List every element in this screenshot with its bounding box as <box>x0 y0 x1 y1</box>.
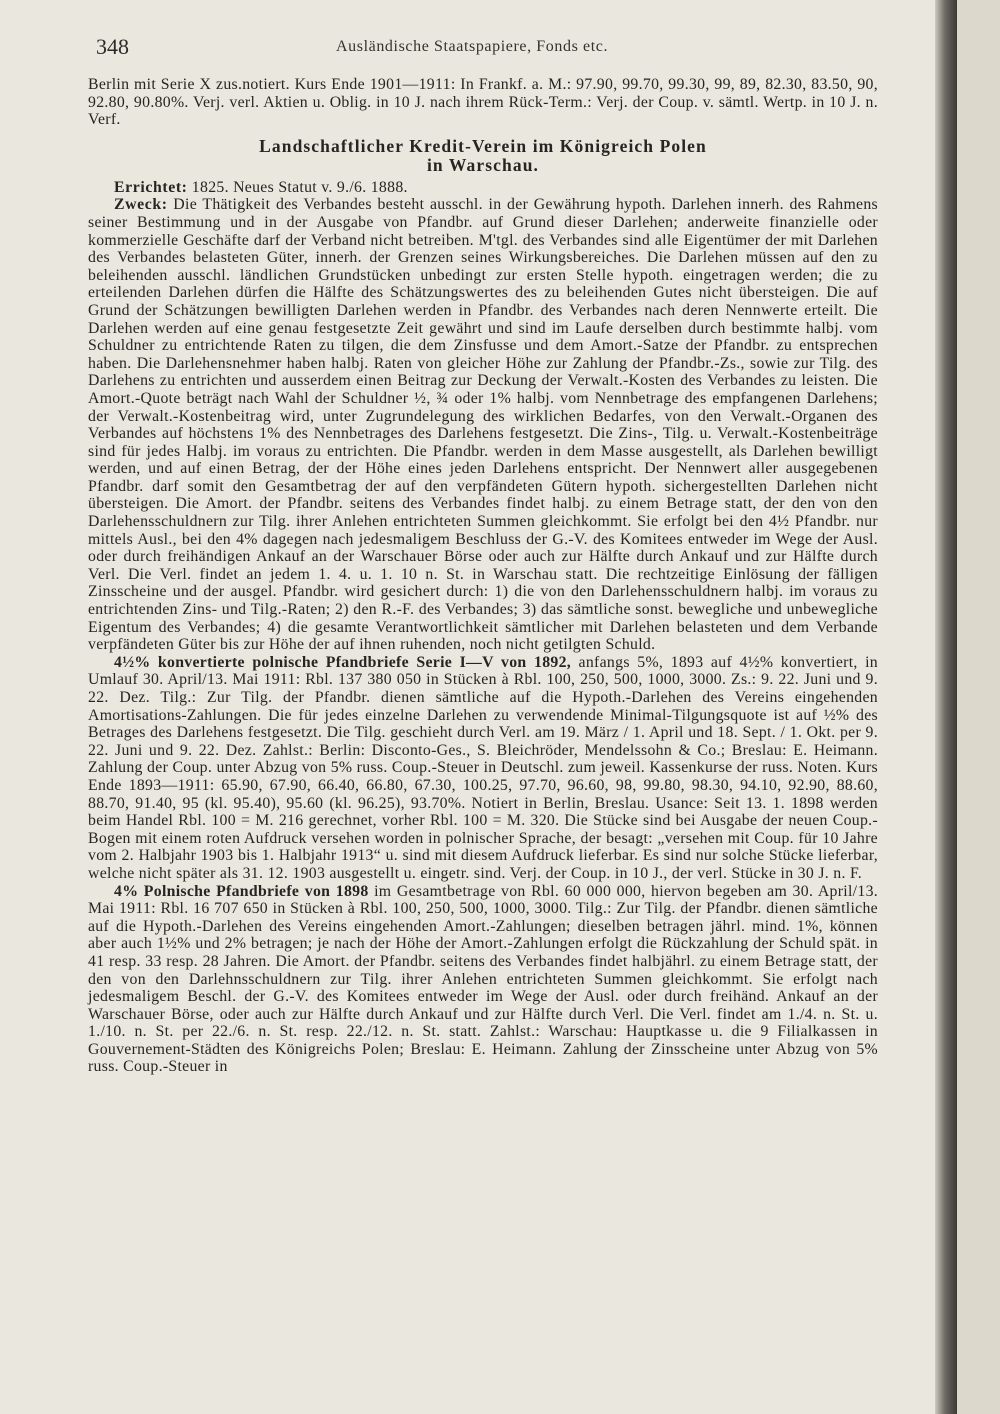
zweck-paragraph <box>88 196 878 653</box>
bond2-title: 4% Polnische Pfandbriefe von 1898 <box>114 882 369 900</box>
bond2-text: im Gesamtbetrage von Rbl. 60 000 000, hiervon begeben am 30. April/13. Mai 1911: Rbl. 16 707 650 in Stücken à Rbl. 100, 250, 500, 1000, 3000. Tilg.: Zur Tilg. der Pfandbr. dienen sämtliche auf die Hypoth.-Darlehen des Vereins eingehenden Amort.-Zahlungen; dieselben betragen jährl. mind. 1%, können aber auch 1½% und 2% betragen; je nach der Höhe der Amort.-Zahlungen erfolgt die Rückzahlung der Schuld spät. in 41 resp. 33 resp. 28 Jahren. Die Amort. der Pfandbr. seitens des Verbandes findet halbjährl. zu einem Betrage statt, der den von den Darlehnsschuldnern zur Tilg. ihrer Anlehen entrichteten Summen gleichkommt. Sie erfolgt nach jedesmaligem Beschl. der G.-V. des Komitees entweder im Wege der Ausl. oder durch freihänd. Ankauf an der Warschauer Börse, oder auch zur Hälfte durch Ankauf und zur Hälfte durch Verl. Die Verl. findet am 1./4. n. St. u. 1./10. n. St. per 22./6. n. St. resp. 22./12. n. St. statt. Zahlst.: Warschau: Hauptkasse u. die 9 Filialkassen in Gouvernement-Städten des Königreichs Polen; Breslau: E. Heimann. Zahlung der Zinsscheine unter Abzug von 5% russ. Coup.-Steuer in <box>88 882 879 1076</box>
intro-paragraph: Berlin mit Serie X zus.notiert. Kurs Ende 1901—1911: In Frankf. a. M.: 97.90, 99.70, 99.30, 99, 89, 82.30, 83.50, 90, 92.80, 90.80%. Verj. verl. Aktien u. Oblig. in 10 J. nach ihrem Rück-Term.: Verj. der Coup. v. sämtl. Wertp. in 10 J. n. Verf. <box>88 76 878 129</box>
bond1-text: anfangs 5%, 1893 auf 4½% konvertiert, in Umlauf 30. April/13. Mai 1911: Rbl. 137 380 050 in Stücken à Rbl. 100, 250, 500, 1000, 3000. Zs.: 9. 22. Juni und 9. 22. Dez. Tilg.: Zur Tilg. der Pfandbr. dienen sämtliche auf die Hypoth.-Darlehen des Vereins eingehenden Amortisations-Zahlungen. Die für jedes einzelne Darlehen zu verwendende Minimal-Tilgungsquote ist auf ½% des Betrages des Darlehens festgesetzt. Die Tilg. geschieht durch Verl. am 19. März / 1. April und 18. Sept. / 1. Okt. per 9. 22. Juni und 9. 22. Dez. Zahlst.: Berlin: Disconto-Ges., S. Bleichröder, Mendelssohn & Co.; Breslau: E. Heimann. Zahlung der Coup. unter Abzug von 5% russ. Coup.-Steuer in Deutschl. zum jeweil. Kassenkurse der russ. Noten. Kurs Ende 1893—1911: 65.90, 67.90, 66.40, 66.80, 67.30, 100.25, 97.70, 96.60, 98, 99.80, 98.30, 94.10, 92.90, 88.60, 88.70, 91.40, 95 (kl. 95.40), 95.60 (kl. 96.25), 93.70%. Notiert in Berlin, Breslau. Usance: Seit 13. 1. 1898 werden beim Handel Rbl. 100 = M. 216 gerechnet, vorher Rbl. 100 = M. 320. Die Stücke sind bei Ausgabe der neuen Coup.-Bogen mit einem roten Aufdruck versehen worden in polnischer Sprache, der besagt: „versehen mit Coup. für 10 Jahre vom 2. Halbjahr 1903 bis 1. Halbjahr 1913“ u. sind mit diesem Aufdruck lieferbar. Es sind nur solche Stücke lieferbar, welche nicht später als 31. 12. 1903 ausgestellt u. eingetr. sind. Verj. der Coup. in 10 J., der verl. Stücke in 30 J. n. F. <box>88 653 879 882</box>
page-header <box>96 34 876 59</box>
section-title-line2: in Warschau. <box>426 154 540 175</box>
errichtet-paragraph <box>88 179 878 197</box>
errichtet-label: Errichtet: <box>114 178 188 196</box>
page-number: 348 <box>96 34 129 59</box>
errichtet-text: 1825. Neues Statut v. 9./6. 1888. <box>191 178 408 196</box>
bond2-paragraph <box>88 883 878 1077</box>
book-gutter <box>935 0 957 1414</box>
zweck-text: Die Thätigkeit des Verbandes besteht ausschl. in der Gewährung hypoth. Darlehen innerh. des Rahmens seiner Bestimmung und in der Ausgabe von Pfandbr. auf Grund dieser Darlehen; anderweite finanzielle oder kommerzielle Geschäfte darf der Verband nicht betreiben. M'tgl. des Verbandes sind alle Eigentümer der mit Darlehen des Verbandes belasteten Güter, innerh. der Grenzen seines Wirkungsbereiches. Die Darlehen müssen auf den zu beleihenden ausschl. ländlichen Grundstücken unbedingt zur ersten Stelle hypoth. eingetragen werden; die zu erteilenden Darlehen dürfen die Hälfte des Schätzungswertes des zu beleihenden Gutes nicht übersteigen. Die auf Grund der Schätzungen bewilligten Darlehen werden in Pfandbr. des Verbandes nach deren Nennwerte erteilt. Die Darlehen werden auf eine genau festgesetzte Zeit gewährt und sind im Laufe derselben durch bestimmte halbj. vom Schuldner zu entrichtende Raten zu tilgen, die dem Zinsfusse und dem Amort.-Satze der Pfandbr. zu entsprechen haben. Die Darlehensnehmer haben halbj. Raten von gleicher Höhe zur Zahlung der Pfandbr.-Zs., sowie zur Tilg. des Darlehens zu entrichten und ausserdem einen Beitrag zur Deckung der Verwalt.-Kosten des Verbandes zu leisten. Die Amort.-Quote beträgt nach Wahl der Schuldner ½, ¾ oder 1% halbj. vom Nennbetrage des empfangenen Darlehens; der Verwalt.-Kostenbeitrag wird, unter Zugrundelegung des wirklichen Bedarfes, von den Verwalt.-Organen des Verbandes auf höchstens 1% des Nennbetrages des Darlehens festgesetzt. Die Zins-, Tilg. u. Verwalt.-Kostenbeiträge sind für jedes Halbj. im voraus zu entrichten. Die Pfandbr. werden in dem Masse ausgestellt, als Darlehen bewilligt werden, und auf einen Betrag, der der Höhe eines jeden Darlehens entspricht. Der Nennwert aller ausgegebenen Pfandbr. darf somit den Gesamtbetrag der auf den verpfändeten Gütern hypoth. sichergestellten Darlehen nicht übersteigen. Die Amort. der Pfandbr. seitens des Verbandes findet halbj. zu einem Betrage statt, der den von den Darlehensschuldnern zur Tilg. ihrer Anlehen entrichteten Summen gleichkommt. Sie erfolgt bei den 4½ Pfandbr. nur mittels Ausl., bei den 4% dagegen nach jedesmaligem Beschluss der G.-V. des Komitees entweder im Wege der Ausl. oder durch freihändigen Ankauf an der Warschauer Börse oder auch zur Hälfte durch Ankauf und zur Hälfte durch Verl. Die Verl. findet an jedem 1. 4. u. 1. 10 n. St. in Warschau statt. Die rechtzeitige Einlösung der fälligen Zinsscheine und der ausgel. Pfandbr. wird gesichert durch: 1) die von den Darlehensschuldnern halbj. im voraus zu entrichtenden Zins- und Tilg.-Raten; 2) den R.-F. des Verbandes; 3) das sämtliche sonst. bewegliche und unbewegliche Eigentum des Verbandes; 4) die gesamte Verantwortlichkeit sämtlicher mit Darlehen belasteten und dem Verbande verpfändeten Güter bis zur Höhe der auf ihnen ruhenden, noch nicht getilgten Schuld. <box>88 196 878 654</box>
section-title-line1: Landschaftlicher Kredit-Verein im Königreich Polen <box>259 135 707 156</box>
bond1-paragraph <box>88 654 878 883</box>
bond1-title: 4½% konvertierte polnische Pfandbriefe Serie I—V von 1892, <box>114 653 572 671</box>
page-body <box>88 76 878 1076</box>
adjacent-page-edge <box>957 0 1000 1414</box>
zweck-label: Zweck: <box>114 196 168 214</box>
running-head: Ausländische Staatspapiere, Fonds etc. <box>336 38 609 55</box>
section-title <box>88 137 878 175</box>
